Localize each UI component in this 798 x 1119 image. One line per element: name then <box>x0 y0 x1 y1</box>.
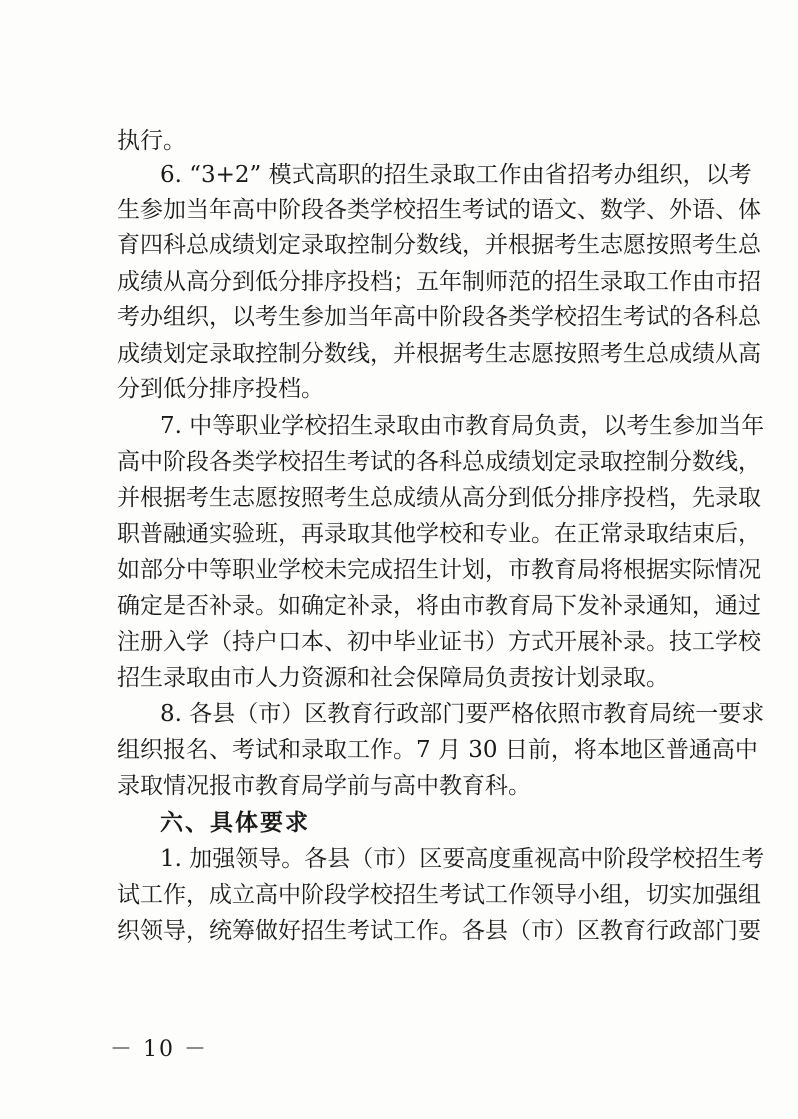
section-heading: 六、具体要求 <box>160 810 310 836</box>
paragraph-line: 组织报名、考试和录取工作。7 月 30 日前，将本地区普通高中 <box>117 737 758 763</box>
paragraph-line: 8. 各县（市）区教育行政部门要严格依照市教育局统一要求 <box>160 701 765 727</box>
paragraph-line: 试工作，成立高中阶段学校招生考试工作领导小组，切实加强组 <box>117 882 761 908</box>
paragraph-line: 注册入学（持户口本、初中毕业证书）方式开展补录。技工学校 <box>117 629 761 655</box>
paragraph-line: 考办组织，以考生参加当年高中阶段各类学校招生考试的各科总 <box>117 304 761 330</box>
paragraph-line: 成绩划定录取控制分数线，并根据考生志愿按照考生总成绩从高 <box>117 341 761 367</box>
paragraph-line: 7. 中等职业学校招生录取由市教育局负责，以考生参加当年 <box>160 413 765 439</box>
page-number: － 10 － <box>110 1037 208 1062</box>
paragraph-line: 招生录取由市人力资源和社会保障局负责按计划录取。 <box>117 665 669 691</box>
paragraph-line: 高中阶段各类学校招生考试的各科总成绩划定录取控制分数线， <box>117 449 761 475</box>
paragraph-line: 分到低分排序投档。 <box>117 376 324 402</box>
paragraph-line: 1. 加强领导。各县（市）区要高度重视高中阶段学校招生考 <box>160 846 765 872</box>
paragraph-line: 确定是否补录。如确定补录，将由市教育局下发补录通知，通过 <box>117 593 761 619</box>
paragraph-line: 职普融通实验班，再录取其他学校和专业。在正常录取结束后， <box>117 521 761 547</box>
paragraph-line: 6. “3+2” 模式高职的招生录取工作由省招考办组织，以考 <box>160 162 752 188</box>
paragraph-line: 并根据考生志愿按照考生总成绩从高分到低分排序投档，先录取 <box>117 485 761 511</box>
paragraph-line: 成绩从高分到低分排序投档；五年制师范的招生录取工作由市招 <box>117 269 761 295</box>
paragraph-line: 育四科总成绩划定录取控制分数线，并根据考生志愿按照考生总 <box>117 232 761 258</box>
paragraph-line: 生参加当年高中阶段各类学校招生考试的语文、数学、外语、体 <box>117 197 761 223</box>
paragraph-line: 如部分中等职业学校未完成招生计划，市教育局将根据实际情况 <box>117 557 761 583</box>
paragraph-line: 录取情况报市教育局学前与高中教育科。 <box>117 773 531 799</box>
paragraph-line: 执行。 <box>117 128 186 154</box>
paragraph-line: 织领导，统筹做好招生考试工作。各县（市）区教育行政部门要 <box>117 918 761 944</box>
